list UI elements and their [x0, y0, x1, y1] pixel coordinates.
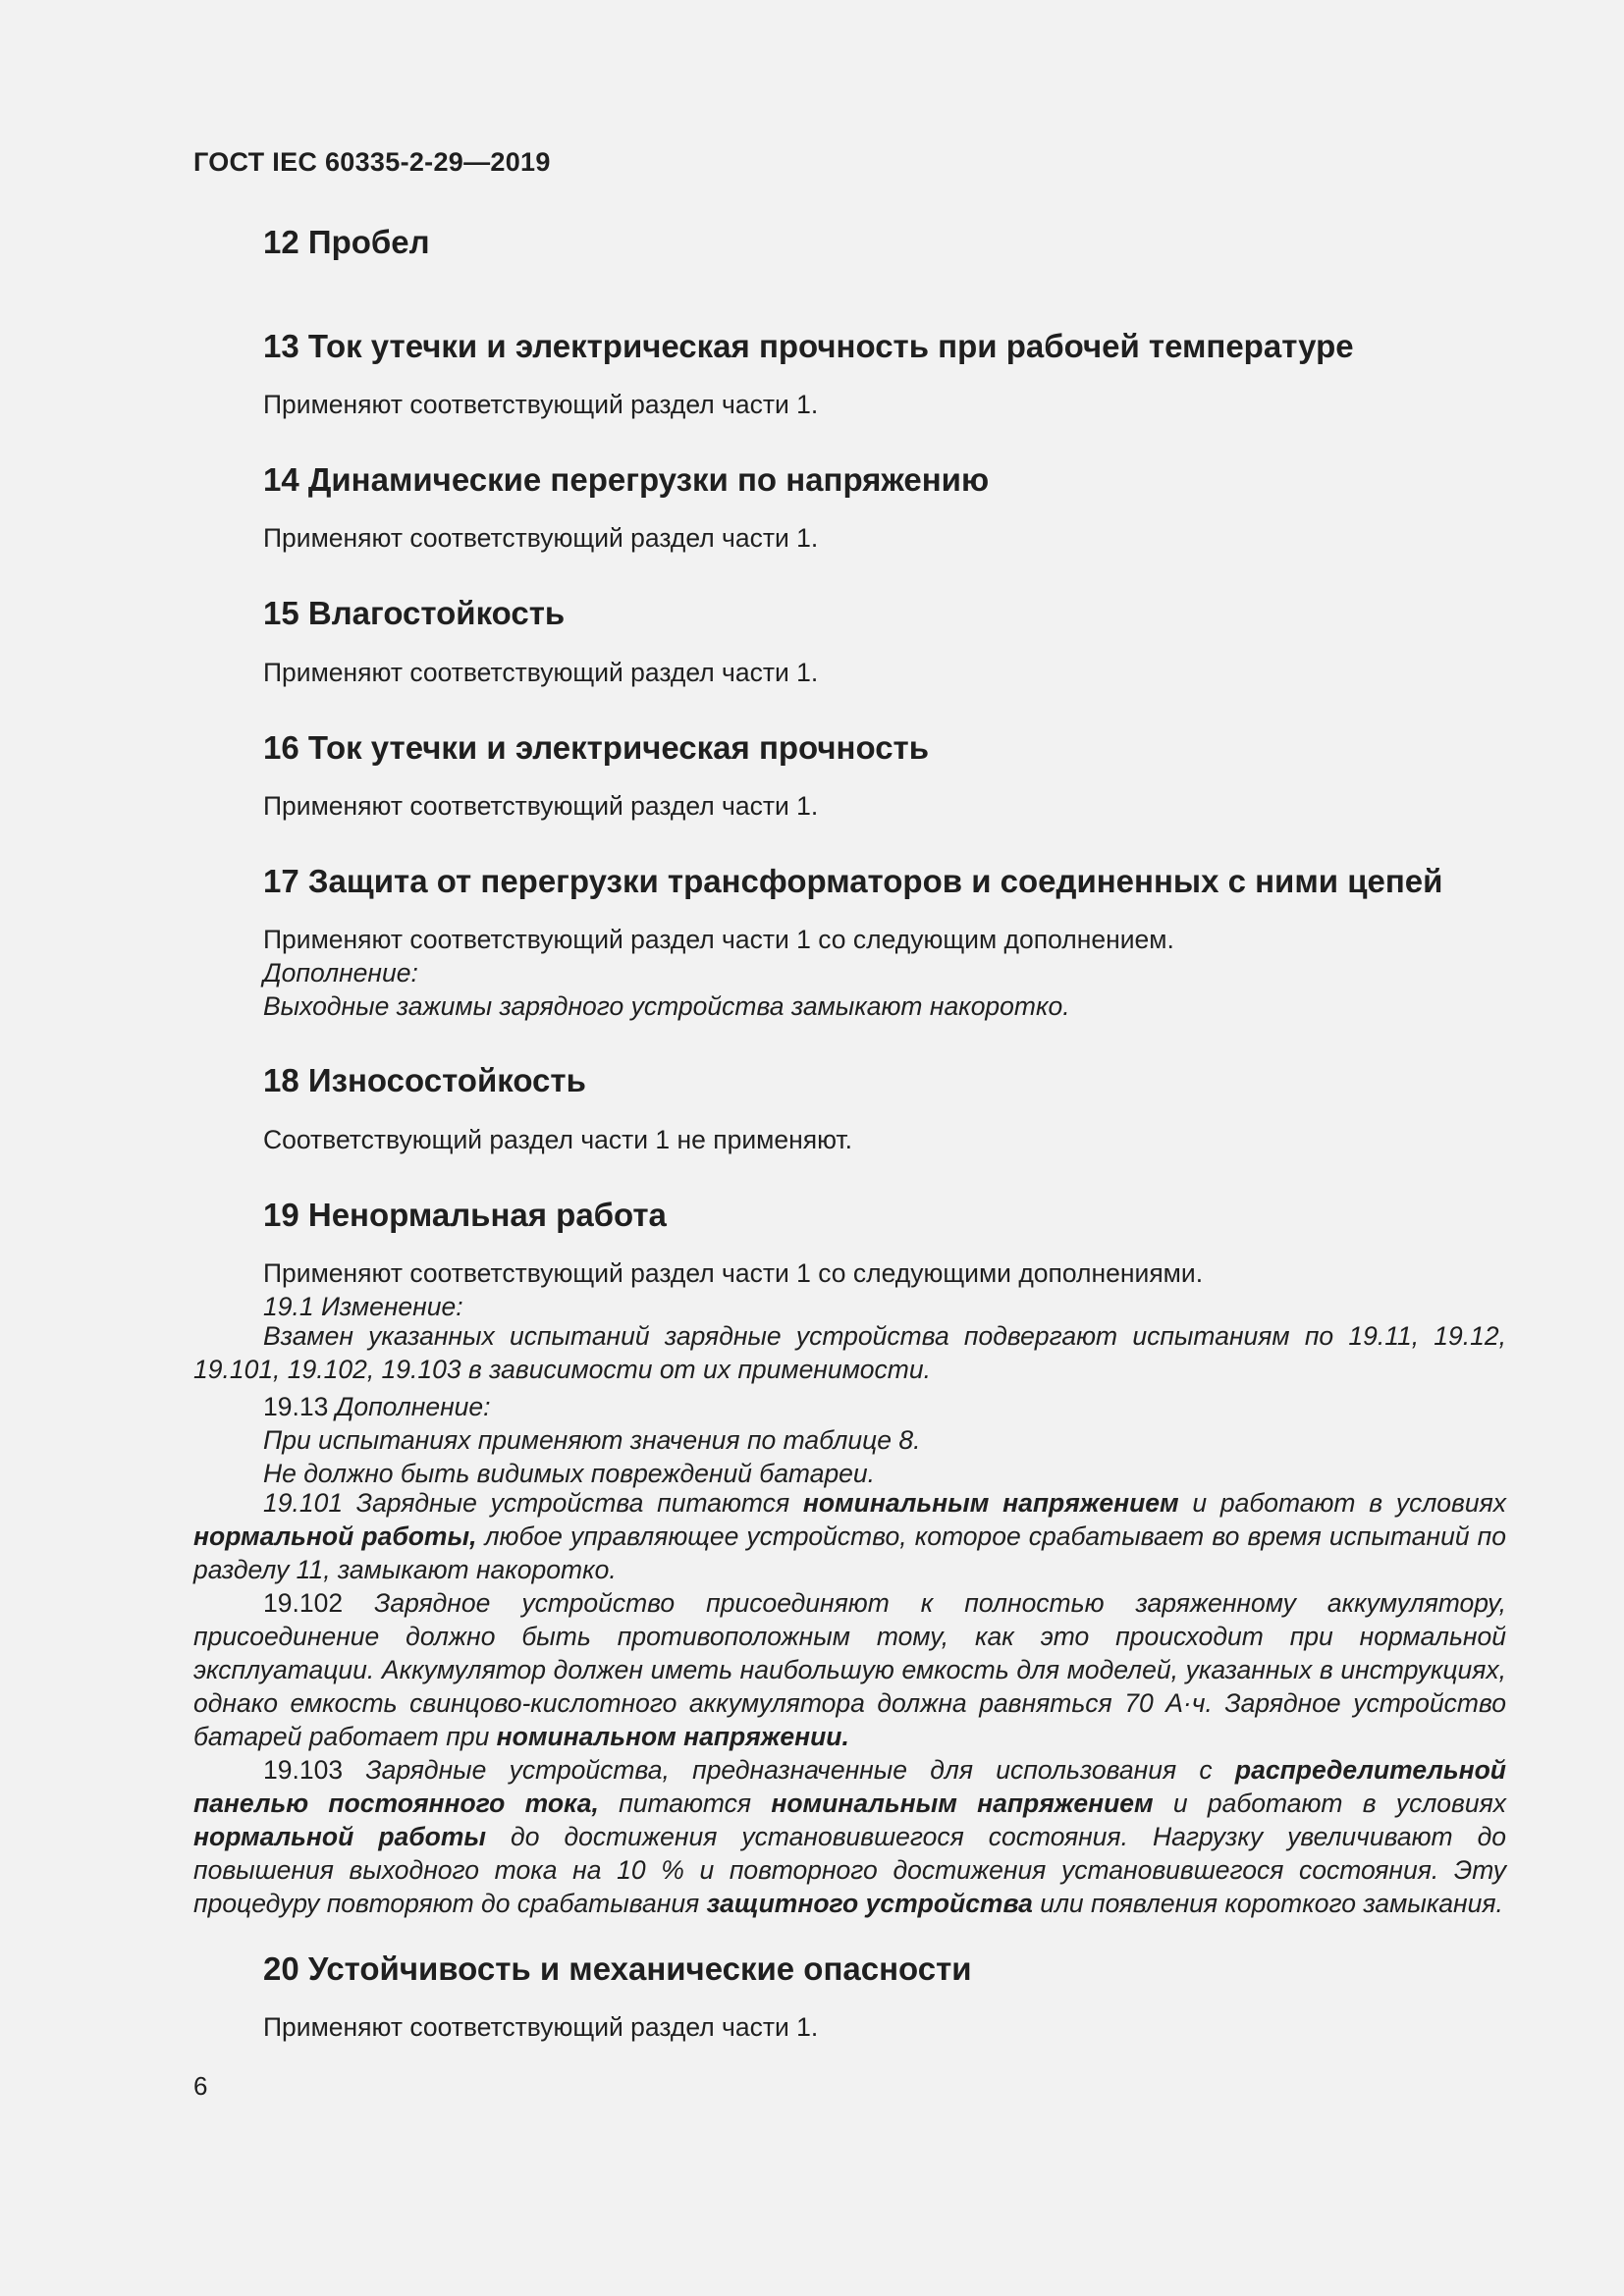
- clause-19-103-term-2: номинальным напряжением: [771, 1789, 1154, 1818]
- clause-19-103-text-4: до достижения установившегося состояния. Нагрузку увеличивают до повышения выходного тока на 10 % и повторного достижения установившегося состояния. Эту процедуру повторяют до срабатывания: [193, 1822, 1506, 1918]
- section-16-text: Применяют соответствующий раздел части 1.: [263, 791, 819, 821]
- clause-19-1-label: 19.1 Изменение:: [263, 1292, 463, 1321]
- section-13-text: Применяют соответствующий раздел части 1.: [263, 390, 819, 419]
- clause-19-13-line-2: Не должно быть видимых повреждений батареи.: [263, 1459, 876, 1488]
- page-number: 6: [193, 2071, 208, 2101]
- section-18-text: Соответствующий раздел части 1 не применяют.: [263, 1125, 852, 1154]
- clause-19-103-text-5: или появления короткого замыкания.: [1032, 1889, 1503, 1918]
- clause-19-103-term-1: распределительной панелью постоянного тока,: [193, 1755, 1506, 1818]
- section-17-addition-label: Дополнение:: [263, 958, 418, 988]
- clause-19-101: [193, 1486, 1506, 1586]
- clause-19-103-text-1: Зарядные устройства, предназначенные для использования с: [343, 1755, 1235, 1785]
- clause-19-13-addition-label: Дополнение:: [328, 1392, 491, 1421]
- clause-19-103: [193, 1753, 1506, 1920]
- clause-19-102-text-1: Зарядное устройство присоединяют к полностью заряженному аккумулятору, присоединение должно быть противоположным тому, как это происходит при нормальной эксплуатации. Аккумулятор должен иметь наибольшую емкость для моделей, указанных в инструкциях, однако емкость свинцово-кислотного аккумулятора должна равняться 70 А·ч. Зарядное устройство батарей работает при: [193, 1588, 1506, 1751]
- section-18-title: 18 Износостойкость: [263, 1062, 586, 1098]
- clause-19-1-text: Взамен указанных испытаний зарядные устройства подвергают испытаниям по 19.11, 19.12, 19.101, 19.102, 19.103 в зависимости от их применимости.: [193, 1321, 1506, 1384]
- clause-19-101-term-2: нормальной работы,: [193, 1522, 477, 1551]
- clause-19-101-text-1: 19.101 Зарядные устройства питаются: [263, 1488, 803, 1518]
- section-14-title: 14 Динамические перегрузки по напряжению: [263, 461, 990, 498]
- section-13-title: 13 Ток утечки и электрическая прочность при рабочей температуре: [263, 328, 1354, 364]
- section-19-title: 19 Ненормальная работа: [263, 1197, 667, 1233]
- document-id-header: ГОСТ IEC 60335-2-29—2019: [193, 147, 551, 177]
- clause-19-103-term-4: защитного устройства: [706, 1889, 1033, 1918]
- clause-19-13-line-1: При испытаниях применяют значения по таблице 8.: [263, 1425, 921, 1455]
- section-20-text: Применяют соответствующий раздел части 1.: [263, 2012, 819, 2042]
- clause-19-103-text-2: питаются: [598, 1789, 772, 1818]
- clause-19-102: [193, 1586, 1506, 1753]
- clause-19-13-label: [263, 1392, 491, 1422]
- clause-19-101-term-1: номинальным напряжением: [802, 1488, 1179, 1518]
- section-17-title: 17 Защита от перегрузки трансформаторов и соединенных с ними цепей: [263, 863, 1443, 899]
- clause-19-102-term-1: номинальном напряжении.: [496, 1722, 849, 1751]
- clause-19-101-text-3: любое управляющее устройство, которое срабатывает во время испытаний по разделу 11, замыкают накоротко.: [193, 1522, 1506, 1584]
- section-15-text: Применяют соответствующий раздел части 1.: [263, 658, 819, 687]
- section-19-text: Применяют соответствующий раздел части 1 со следующими дополнениями.: [263, 1258, 1204, 1288]
- section-17-text: Применяют соответствующий раздел части 1 со следующим дополнением.: [263, 925, 1174, 954]
- clause-19-102-number: 19.102: [263, 1588, 344, 1618]
- section-16-title: 16 Ток утечки и электрическая прочность: [263, 729, 929, 766]
- clause-19-101-text-2: и работают в условиях: [1178, 1488, 1506, 1518]
- section-15-title: 15 Влагостойкость: [263, 595, 566, 631]
- section-20-title: 20 Устойчивость и механические опасности: [263, 1950, 972, 1987]
- clause-19-103-number: 19.103: [263, 1755, 344, 1785]
- clause-19-103-term-3: нормальной работы: [193, 1822, 487, 1851]
- clause-19-103-text-3: и работают в условиях: [1153, 1789, 1506, 1818]
- section-14-text: Применяют соответствующий раздел части 1.: [263, 523, 819, 553]
- section-12-title: 12 Пробел: [263, 224, 430, 260]
- clause-19-13-number: 19.13: [263, 1392, 329, 1421]
- section-17-addition-text: Выходные зажимы зарядного устройства замыкают накоротко.: [263, 991, 1070, 1021]
